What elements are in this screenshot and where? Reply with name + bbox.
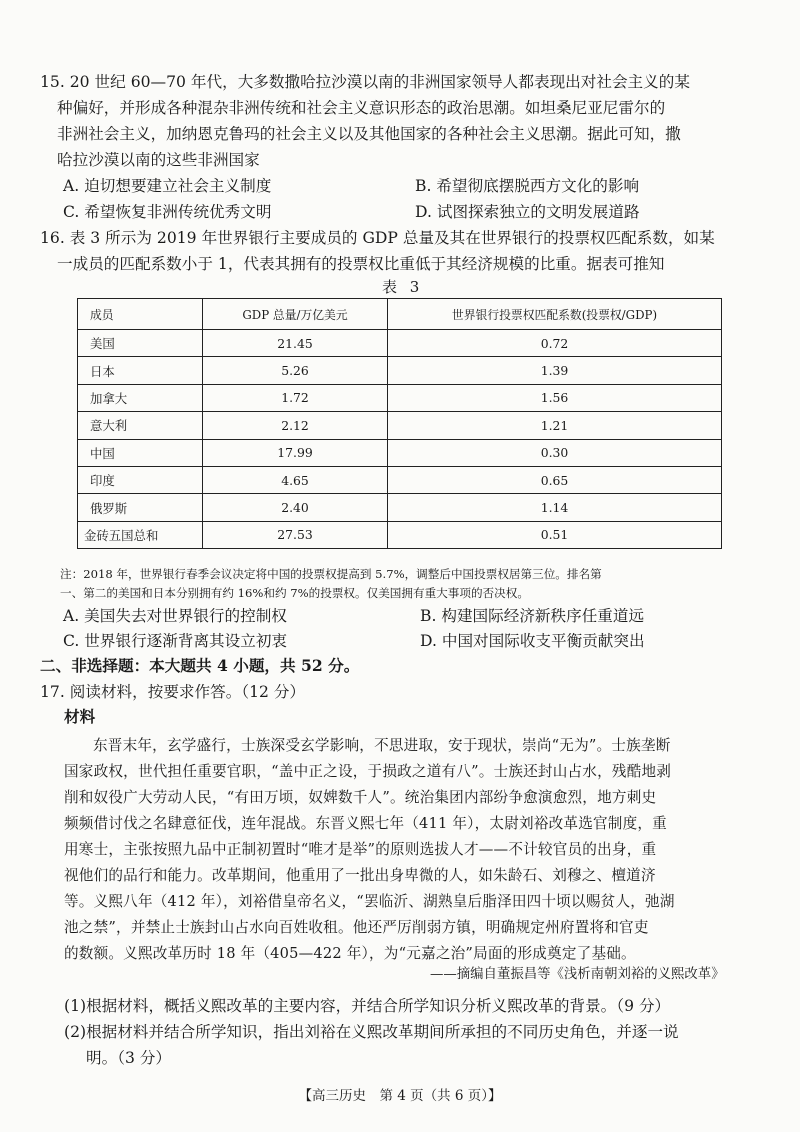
material-line-4: 频频借讨伐之名肆意征伐，连年混战。东晋义熙七年（411 年），太尉刘裕改革选官制度，重: [64, 815, 667, 832]
material-line-2: 国家政权，世代担任重要官职，“盖中正之设，于损政之道有八”。士族还封山占水，残酷地剥: [64, 763, 672, 780]
table-row: [78, 494, 722, 521]
table-title: 表 3: [382, 278, 424, 296]
cell-coefficient: 0.51: [388, 521, 722, 548]
cell-coefficient: 1.56: [388, 384, 722, 411]
q16-stem-line-2: 一成员的匹配系数小于 1，代表其拥有的投票权比重低于其经济规模的比重。据表可推知: [57, 255, 665, 273]
cell-gdp: 27.53: [203, 521, 388, 548]
table-note-line-2: 一、第二的美国和日本分别拥有约 16%和约 7%的投票权。仅美国拥有重大事项的否决权。: [60, 586, 529, 600]
q15-option-d: D. 试图探索独立的文明发展道路: [415, 203, 640, 221]
cell-member: 意大利: [78, 412, 203, 439]
q15-option-a: A. 迫切想要建立社会主义制度: [63, 177, 272, 195]
gdp-voting-table: [77, 298, 722, 549]
material-label: 材料: [64, 707, 96, 726]
q15-stem-line-3: 非洲社会主义，加纳恩克鲁玛的社会主义以及其他国家的各种社会主义思潮。据此可知，撒: [57, 125, 681, 143]
header-gdp: GDP 总量/万亿美元: [203, 299, 388, 330]
cell-member: 金砖五国总和: [78, 521, 203, 548]
q17-sub-question-2-line-2: 明。（3 分）: [86, 1049, 172, 1067]
cell-gdp: 5.26: [203, 357, 388, 384]
cell-gdp: 21.45: [203, 330, 388, 357]
material-line-3: 削和奴役广大劳动人民，“有田万顷，奴婢数千人”。统治集团内部纷争愈演愈烈，地方刺史: [64, 789, 657, 806]
material-line-6: 视他们的品行和能力。改革期间，他重用了一批出身卑微的人，如朱龄石、刘穆之、檀道济: [64, 867, 656, 884]
material-source: ——摘编自董振昌等《浅析南朝刘裕的义熙改革》: [430, 967, 725, 982]
q16-option-a: A. 美国失去对世界银行的控制权: [63, 607, 287, 625]
cell-member: 印度: [78, 466, 203, 493]
header-member: 成员: [78, 299, 203, 330]
header-coefficient: 世界银行投票权匹配系数(投票权/GDP): [388, 299, 722, 330]
page-footer: 【高三历史 第 4 页（共 6 页）】: [298, 1088, 502, 1104]
table-row: [78, 412, 722, 439]
table-header-row: [78, 299, 722, 330]
cell-coefficient: 1.21: [388, 412, 722, 439]
q17-sub-question-1: (1)根据材料，概括义熙改革的主要内容，并结合所学知识分析义熙改革的背景。（9 分）: [64, 997, 671, 1015]
table-note-line-1: 注：2018 年，世界银行春季会议决定将中国的投票权提高到 5.7%，调整后中国投票权居第三位。排名第: [60, 567, 602, 581]
cell-coefficient: 0.72: [388, 330, 722, 357]
q15-stem-line-2: 种偏好，并形成各种混杂非洲传统和社会主义意识形态的政治思潮。如坦桑尼亚尼雷尔的: [57, 99, 666, 117]
material-line-9: 的数额。义熙改革历时 18 年（405—422 年），为“元嘉之治”局面的形成奠定了基础。: [64, 945, 636, 962]
q16-option-d: D. 中国对国际收支平衡贡献突出: [420, 632, 645, 650]
material-line-5: 用寒士，主张按照九品中正制初置时“唯才是举”的原则选拔人才——不计较官员的出身，重: [64, 841, 657, 858]
cell-gdp: 17.99: [203, 439, 388, 466]
q16-option-b: B. 构建国际经济新秩序任重道远: [420, 607, 645, 625]
table-row: [78, 330, 722, 357]
cell-coefficient: 0.65: [388, 466, 722, 493]
q15-option-b: B. 希望彻底摆脱西方文化的影响: [415, 177, 640, 195]
cell-member: 俄罗斯: [78, 494, 203, 521]
q16-option-c: C. 世界银行逐渐背离其设立初衷: [63, 632, 288, 650]
cell-member: 美国: [78, 330, 203, 357]
q16-stem-line-1: 16. 表 3 所示为 2019 年世界银行主要成员的 GDP 总量及其在世界银行的投票权匹配系数，如某: [40, 229, 715, 247]
q15-stem-line-1: 15. 20 世纪 60—70 年代，大多数撒哈拉沙漠以南的非洲国家领导人都表现出对社会主义的某: [40, 73, 690, 91]
cell-member: 加拿大: [78, 384, 203, 411]
cell-gdp: 2.40: [203, 494, 388, 521]
q15-option-c: C. 希望恢复非洲传统优秀文明: [63, 203, 272, 221]
cell-coefficient: 1.39: [388, 357, 722, 384]
q17-sub-question-2-line-1: (2)根据材料并结合所学知识，指出刘裕在义熙改革期间所承担的不同历史角色，并逐一说: [64, 1023, 679, 1041]
table-row: [78, 384, 722, 411]
cell-coefficient: 0.30: [388, 439, 722, 466]
material-line-8: 池之禁”，并禁止士族封山占水向百姓收租。他还严厉削弱方镇，明确规定州府置将和官吏: [64, 919, 649, 936]
table-row: [78, 439, 722, 466]
cell-gdp: 2.12: [203, 412, 388, 439]
table-row: [78, 357, 722, 384]
cell-coefficient: 1.14: [388, 494, 722, 521]
cell-gdp: 1.72: [203, 384, 388, 411]
cell-member: 日本: [78, 357, 203, 384]
cell-member: 中国: [78, 439, 203, 466]
cell-gdp: 4.65: [203, 466, 388, 493]
material-line-1: 东晋末年，玄学盛行，士族深受玄学影响，不思进取，安于现状，崇尚“无为”。士族垄断: [93, 737, 671, 754]
table-row: [78, 466, 722, 493]
material-line-7: 等。义熙八年（412 年），刘裕借皇帝名义，“罢临沂、湖熟皇后脂泽田四十顷以赐贫人，弛湖: [64, 893, 675, 910]
q17-stem: 17. 阅读材料，按要求作答。（12 分）: [40, 683, 306, 701]
q15-stem-line-4: 哈拉沙漠以南的这些非洲国家: [57, 151, 260, 169]
section-heading: 二、非选择题：本大题共 4 小题，共 52 分。: [40, 656, 360, 675]
table-row: [78, 521, 722, 548]
